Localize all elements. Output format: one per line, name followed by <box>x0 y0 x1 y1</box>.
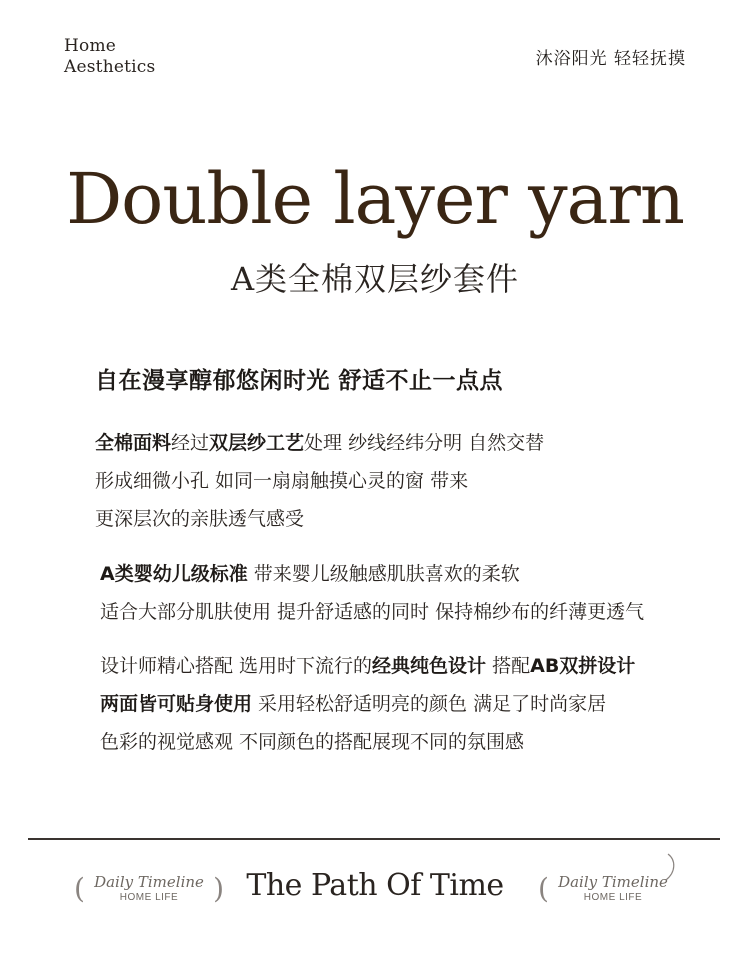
badge-right-subtitle: HOME LIFE <box>583 892 643 903</box>
body-text: 形成细微小孔 如同一扇扇触摸心灵的窗 带来 <box>95 470 469 492</box>
paragraph-design <box>100 647 635 761</box>
body-text: 处理 纱线经纬分明 自然交替 <box>304 432 545 454</box>
body-text: 采用轻松舒适明亮的颜色 满足了时尚家居 <box>252 693 607 715</box>
logo-line-1: Home <box>64 36 117 56</box>
emphasis-text: 两面皆可贴身使用 <box>100 693 253 715</box>
emphasis-text: AB双拼设计 <box>530 655 636 677</box>
emphasis-text: 经典纯色设计 <box>372 655 487 677</box>
badge-left-title: Daily Timeline <box>94 873 204 891</box>
brand-logo <box>64 36 155 78</box>
paragraph-line <box>100 593 644 631</box>
body-text: 设计师精心搭配 选用时下流行的 <box>100 655 373 677</box>
paragraph-line <box>95 424 544 462</box>
paragraph-line <box>95 500 544 538</box>
paragraph-standard <box>100 555 644 631</box>
paragraph-fabric <box>95 424 544 538</box>
emphasis-text: 全棉面料 <box>95 432 172 454</box>
flourish-icon <box>664 852 680 882</box>
badge-right-title: Daily Timeline <box>558 873 668 891</box>
paren-open-icon: ( <box>538 872 549 905</box>
body-text: 色彩的视觉感观 不同颜色的搭配展现不同的氛围感 <box>100 731 525 753</box>
body-text: 搭配 <box>486 655 531 677</box>
header-tagline: 沐浴阳光 轻轻抚摸 <box>535 49 686 69</box>
hero-subtitle: A类全棉双层纱套件 <box>230 260 520 298</box>
paragraph-line <box>100 723 635 761</box>
emphasis-text: 双层纱工艺 <box>209 432 305 454</box>
body-text: 适合大部分肌肤使用 提升舒适感的同时 保持棉纱布的纤薄更透气 <box>100 601 645 623</box>
paren-open-icon: ( <box>74 872 85 905</box>
footer-divider <box>28 838 720 840</box>
section-headline: 自在漫享醇郁悠闲时光 舒适不止一点点 <box>95 368 504 394</box>
paragraph-line <box>100 685 635 723</box>
body-text: 经过 <box>171 432 210 454</box>
paren-close-icon: ) <box>213 872 224 905</box>
paragraph-line <box>100 647 635 685</box>
body-text: 带来婴儿级触感肌肤喜欢的柔软 <box>247 563 520 585</box>
logo-line-2: Aesthetics <box>64 57 156 77</box>
badge-left-subtitle: HOME LIFE <box>119 892 179 903</box>
hero-title: Double layer yarn <box>66 158 684 240</box>
emphasis-text: A类婴幼儿级标准 <box>100 563 248 585</box>
footer-title: The Path Of Time <box>246 868 504 903</box>
body-text: 更深层次的亲肤透气感受 <box>95 508 305 530</box>
paragraph-line <box>95 462 544 500</box>
paragraph-line <box>100 555 644 593</box>
